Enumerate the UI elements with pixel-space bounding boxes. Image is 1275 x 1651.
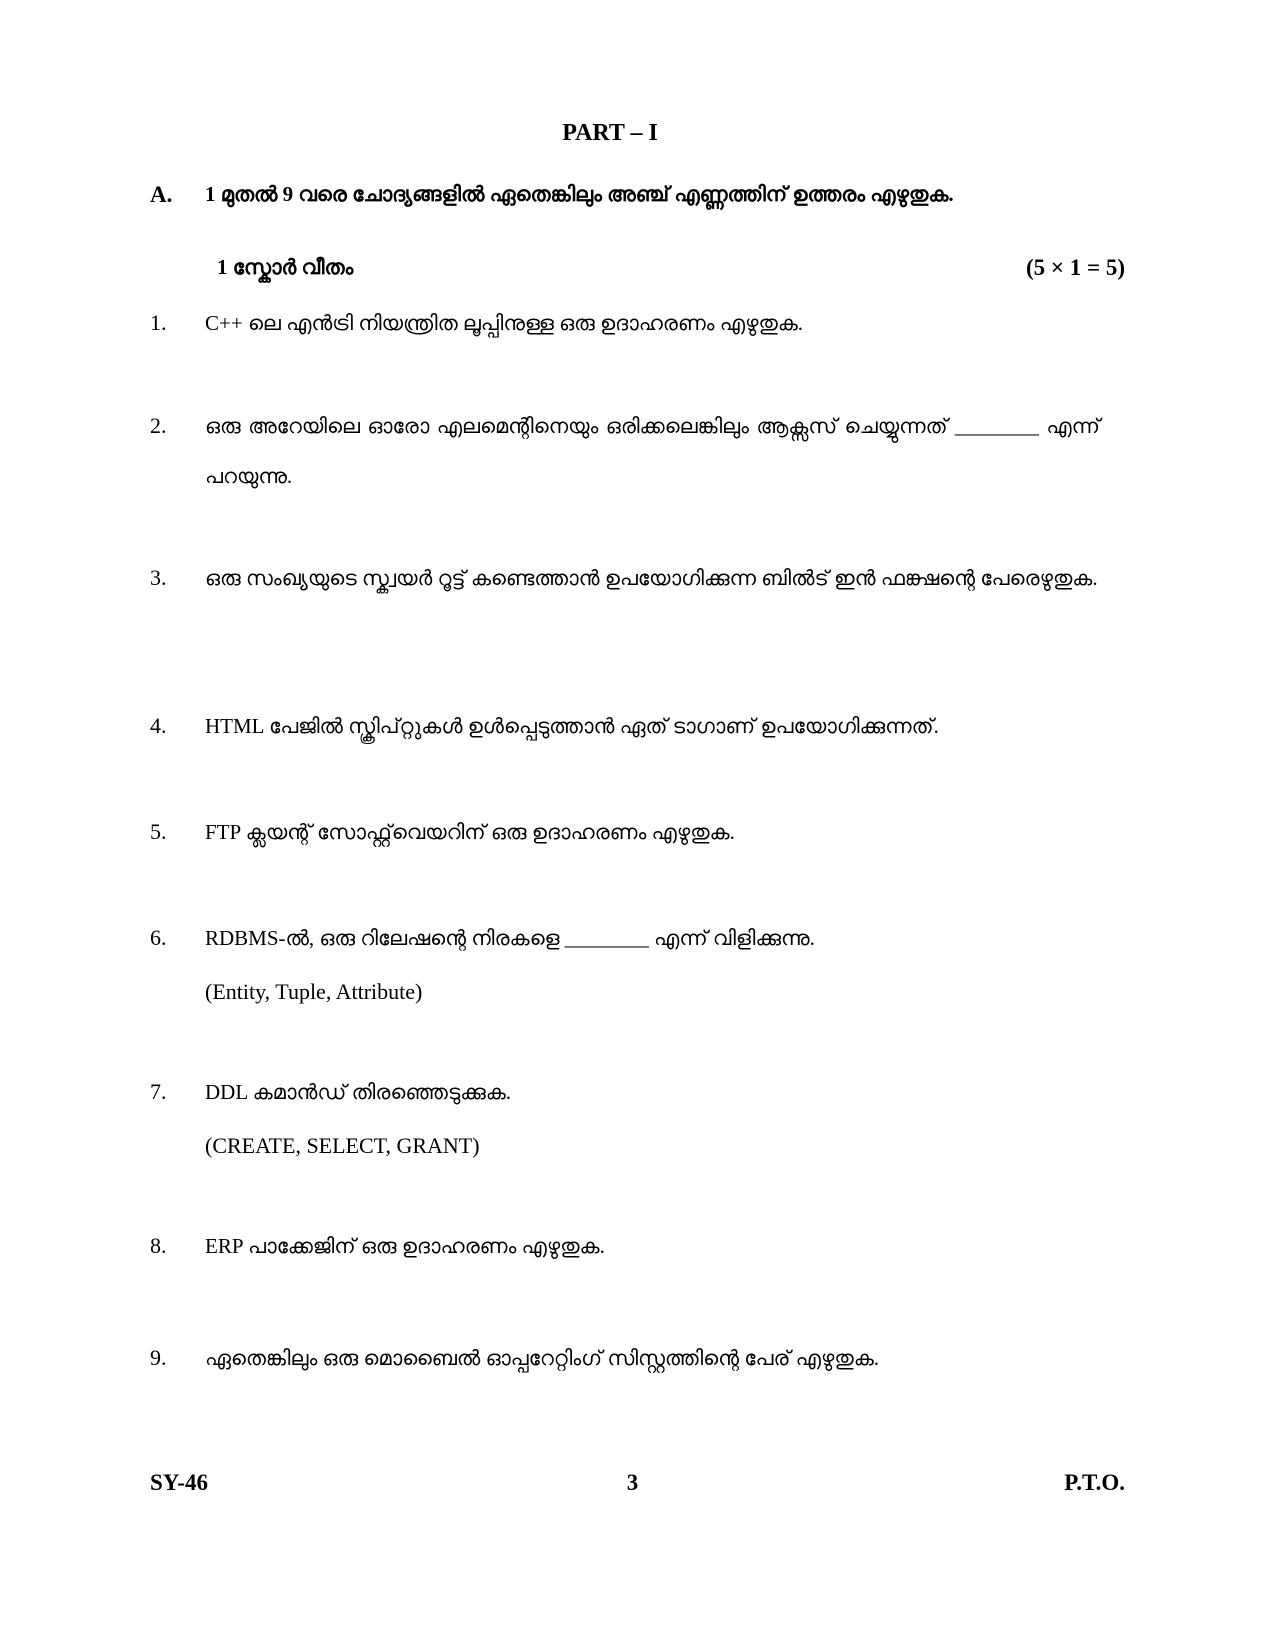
question-text: HTML പേജിൽ സ്ക്രിപ്റ്റുകൾ ഉൾപ്പെടുത്താൻ ഏത് ടാഗാണ് ഉപയോഗിക്കുന്നത്. xyxy=(205,714,939,738)
question-number: 2. xyxy=(150,413,167,438)
score-formula: (5 × 1 = 5) xyxy=(1025,255,1125,280)
question-text: ERP പാക്കേജിന് ഒരു ഉദാഹരണം എഴുതുക. xyxy=(205,1234,605,1258)
question-text: C++ ലെ എൻട്രി നിയന്ത്രിത ലൂപ്പിനുള്ള ഒരു ഉദാഹരണം എഴുതുക. xyxy=(205,311,804,335)
page-number: 3 xyxy=(626,1470,639,1495)
question-text: ഒരു അറേയിലെ ഓരോ എലമെന്റിനെയും ഒരിക്കലെങ്കിലും ആക്സസ് ചെയ്യുന്നത് ________ എന്ന് പറയുന്നു. xyxy=(205,414,1100,488)
part-title: PART – I xyxy=(562,120,658,146)
section-label: A. xyxy=(150,182,173,207)
question-number: 7. xyxy=(150,1079,167,1104)
question-number: 6. xyxy=(150,925,167,950)
paper-code: SY-46 xyxy=(150,1470,208,1495)
question-text: RDBMS-ൽ, ഒരു റിലേഷന്റെ നിരകളെ ________ എന്ന് വിളിക്കുന്നു. xyxy=(205,926,815,950)
question-number: 4. xyxy=(150,713,167,738)
question-number: 3. xyxy=(150,565,167,590)
question-number: 1. xyxy=(150,310,167,335)
question-text: DDL കമാൻഡ് തിരഞ്ഞെടുക്കുക. xyxy=(205,1080,512,1104)
question-options: (CREATE, SELECT, GRANT) xyxy=(205,1133,480,1158)
please-turn-over: P.T.O. xyxy=(1064,1470,1125,1495)
section-instruction: 1 മുതൽ 9 വരെ ചോദ്യങ്ങളിൽ ഏതെങ്കിലും അഞ്ച് എണ്ണത്തിന് ഉത്തരം എഴുതുക. xyxy=(205,182,954,206)
question-text: FTP ക്ലയന്റ് സോഫ്റ്റ്‌വെയറിന് ഒരു ഉദാഹരണം എഴുതുക. xyxy=(205,820,735,844)
question-number: 9. xyxy=(150,1345,167,1370)
question-number: 8. xyxy=(150,1233,167,1258)
question-text: ഒരു സംഖ്യയുടെ സ്ക്വയർ റൂട്ട് കണ്ടെത്താൻ ഉപയോഗിക്കുന്ന ബിൽട് ഇൻ ഫങ്ക്ഷന്റെ പേരെഴുതുക. xyxy=(205,566,1098,590)
question-text: ഏതെങ്കിലും ഒരു മൊബൈൽ ഓപ്പറേറ്റിംഗ് സിസ്റ്റത്തിന്റെ പേര് എഴുതുക. xyxy=(205,1346,879,1370)
question-options: (Entity, Tuple, Attribute) xyxy=(205,979,423,1004)
question-number: 5. xyxy=(150,819,167,844)
score-per-question: 1 സ്കോർ വീതം xyxy=(217,255,354,279)
